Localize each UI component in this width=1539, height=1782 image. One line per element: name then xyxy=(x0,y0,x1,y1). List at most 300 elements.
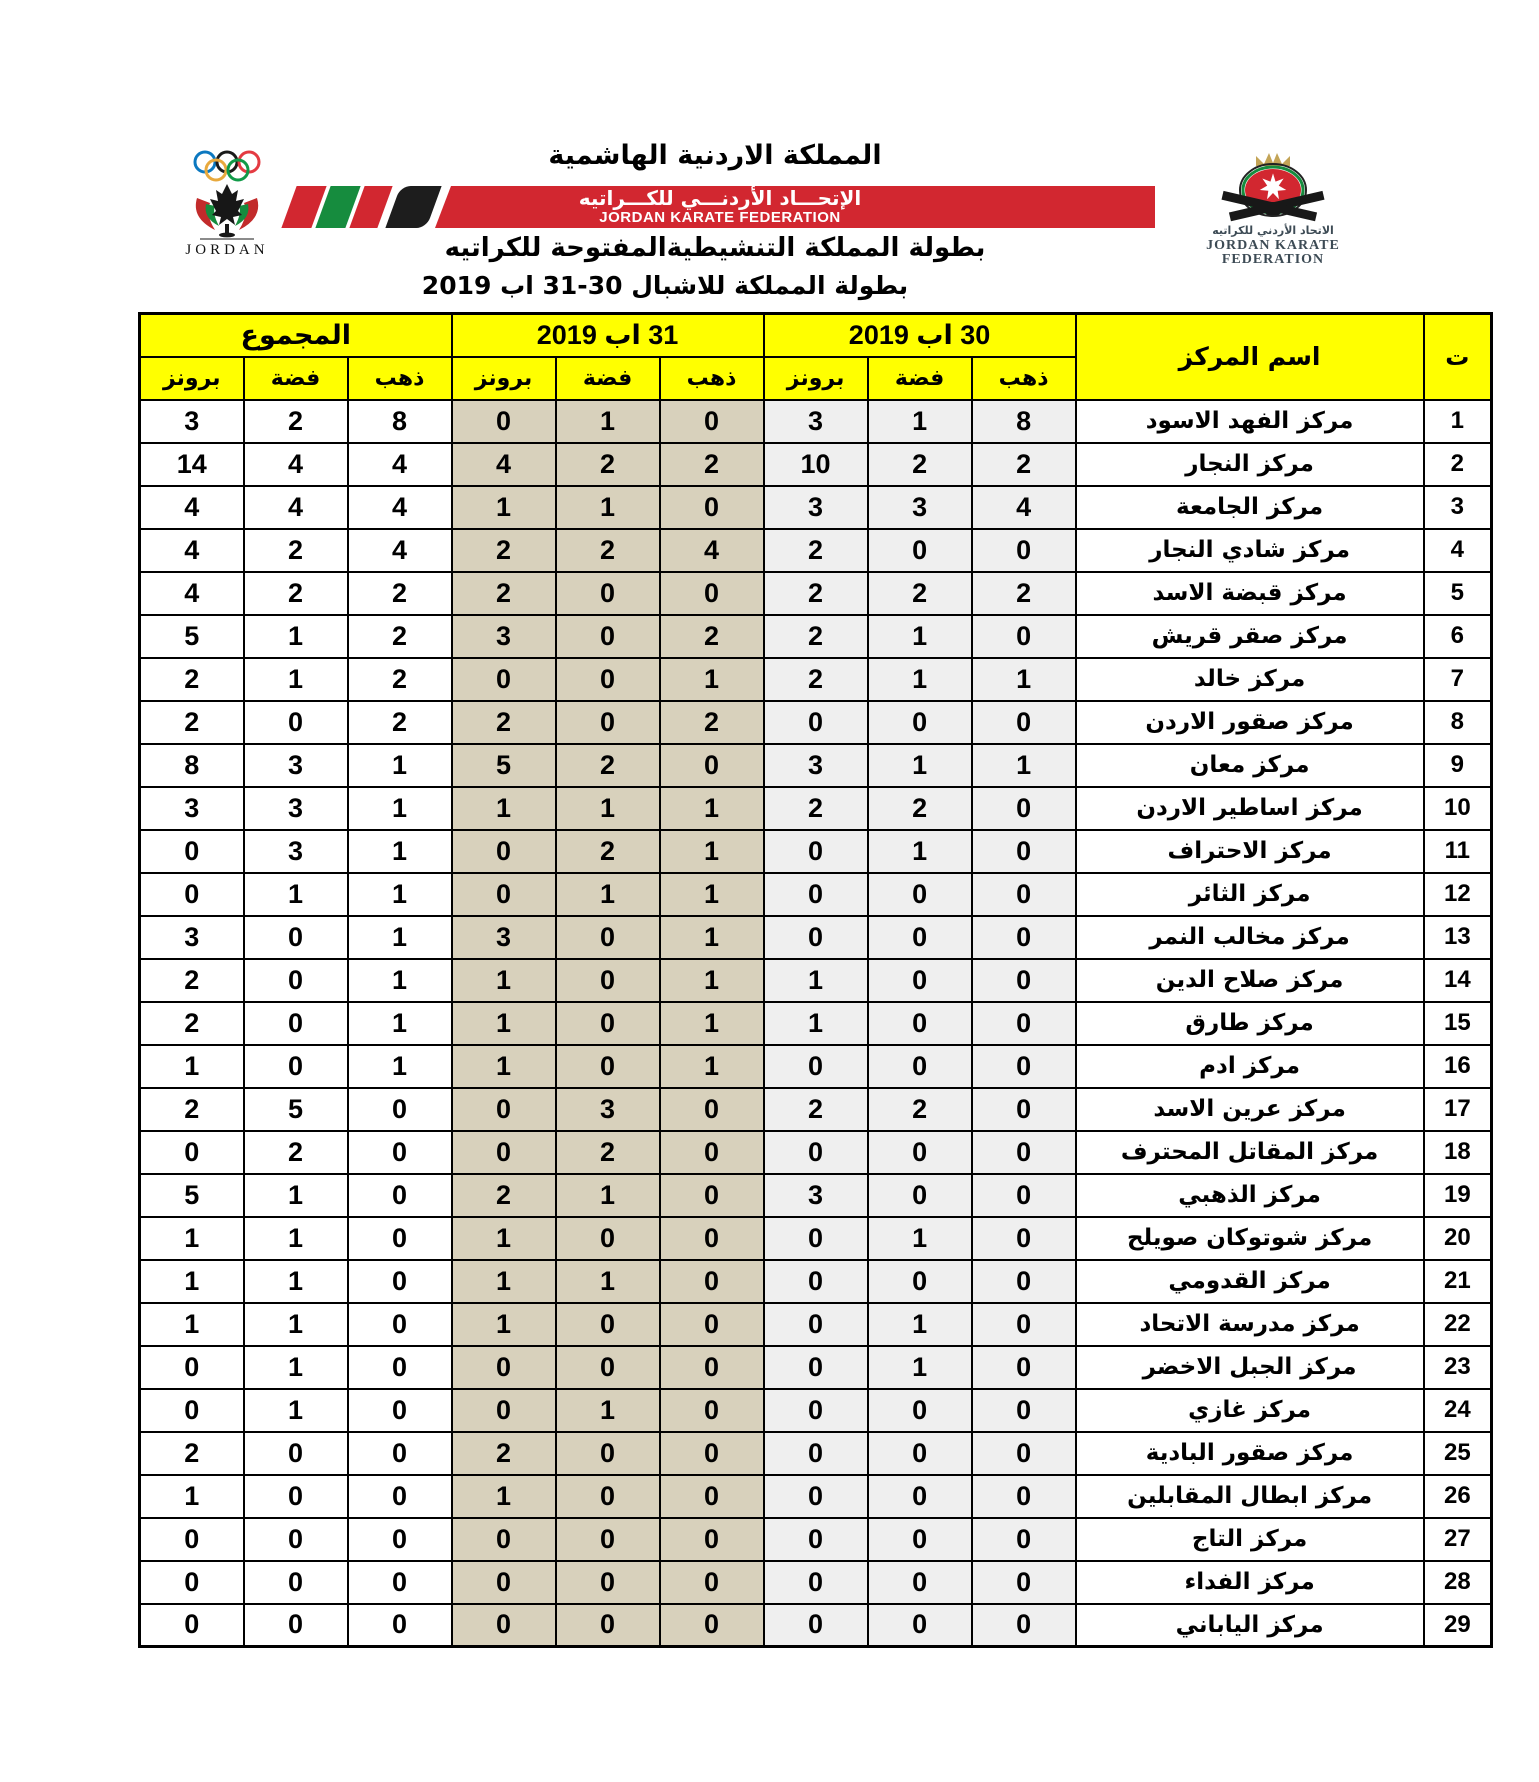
medal-count-cell: 0 xyxy=(140,873,244,916)
medal-count-cell: 10 xyxy=(764,443,868,486)
table-row xyxy=(140,1389,1492,1432)
rank-cell: 24 xyxy=(1424,1389,1492,1432)
medal-count-cell: 1 xyxy=(868,1303,972,1346)
table-row xyxy=(140,1475,1492,1518)
medal-count-cell: 0 xyxy=(972,1518,1076,1561)
medal-count-cell: 1 xyxy=(868,830,972,873)
table-row xyxy=(140,1561,1492,1604)
medal-count-cell: 2 xyxy=(140,959,244,1002)
medal-count-cell: 3 xyxy=(140,916,244,959)
rank-cell: 27 xyxy=(1424,1518,1492,1561)
rank-cell: 11 xyxy=(1424,830,1492,873)
medal-count-cell: 1 xyxy=(660,830,764,873)
center-name-cell: مركز شادي النجار xyxy=(1076,529,1424,572)
medal-count-cell: 0 xyxy=(764,873,868,916)
medal-count-cell: 2 xyxy=(452,701,556,744)
medal-count-cell: 5 xyxy=(140,1174,244,1217)
medal-count-cell: 0 xyxy=(868,1131,972,1174)
medal-count-cell: 0 xyxy=(556,1475,660,1518)
center-name-cell: مركز مخالب النمر xyxy=(1076,916,1424,959)
medal-count-cell: 1 xyxy=(348,744,452,787)
medal-count-cell: 8 xyxy=(140,744,244,787)
medal-count-cell: 1 xyxy=(868,1346,972,1389)
medal-count-cell: 1 xyxy=(244,1303,348,1346)
medal-count-cell: 1 xyxy=(452,486,556,529)
medal-count-cell: 3 xyxy=(764,486,868,529)
medal-count-cell: 5 xyxy=(140,615,244,658)
medal-count-cell: 4 xyxy=(972,486,1076,529)
medal-count-cell: 0 xyxy=(764,1432,868,1475)
medal-count-cell: 0 xyxy=(868,1260,972,1303)
medal-count-cell: 0 xyxy=(972,916,1076,959)
medal-count-cell: 14 xyxy=(140,443,244,486)
center-name-cell: مركز ابطال المقابلين xyxy=(1076,1475,1424,1518)
federation-name-arabic: الإتحـــاد الأردنـــي للكـــراتيه xyxy=(578,186,862,210)
medal-count-cell: 0 xyxy=(140,1131,244,1174)
medal-header: فضة xyxy=(868,357,972,400)
medal-count-cell: 0 xyxy=(452,1518,556,1561)
medal-count-cell: 0 xyxy=(452,1389,556,1432)
rank-cell: 4 xyxy=(1424,529,1492,572)
medal-count-cell: 0 xyxy=(556,916,660,959)
medal-count-cell: 2 xyxy=(348,658,452,701)
medal-count-cell: 0 xyxy=(452,400,556,443)
medal-count-cell: 0 xyxy=(244,1475,348,1518)
medal-count-cell: 0 xyxy=(348,1389,452,1432)
medal-count-cell: 0 xyxy=(556,959,660,1002)
medal-count-cell: 1 xyxy=(452,1303,556,1346)
medal-count-cell: 1 xyxy=(348,916,452,959)
medal-count-cell: 0 xyxy=(660,1389,764,1432)
medal-count-cell: 1 xyxy=(556,1260,660,1303)
medal-count-cell: 0 xyxy=(972,1217,1076,1260)
table-row xyxy=(140,400,1492,443)
medal-count-cell: 0 xyxy=(868,1475,972,1518)
medal-count-cell: 0 xyxy=(556,1045,660,1088)
medal-count-cell: 1 xyxy=(348,1002,452,1045)
rank-cell: 17 xyxy=(1424,1088,1492,1131)
rank-cell: 3 xyxy=(1424,486,1492,529)
center-name-cell: مركز معان xyxy=(1076,744,1424,787)
table-row xyxy=(140,443,1492,486)
kingdom-title: المملكة الاردنية الهاشمية xyxy=(548,140,882,171)
medal-count-cell: 0 xyxy=(140,830,244,873)
medal-count-cell: 0 xyxy=(868,1561,972,1604)
medal-count-cell: 3 xyxy=(868,486,972,529)
medal-count-cell: 2 xyxy=(140,658,244,701)
medal-count-cell: 1 xyxy=(556,873,660,916)
federation-banner xyxy=(285,186,1155,228)
medal-count-cell: 3 xyxy=(140,400,244,443)
table-row xyxy=(140,572,1492,615)
medal-count-cell: 1 xyxy=(660,658,764,701)
medal-count-cell: 1 xyxy=(348,1045,452,1088)
medal-count-cell: 1 xyxy=(244,1174,348,1217)
medal-count-cell: 0 xyxy=(868,701,972,744)
medal-count-cell: 1 xyxy=(348,873,452,916)
medal-count-cell: 0 xyxy=(972,1432,1076,1475)
medal-count-cell: 0 xyxy=(140,1389,244,1432)
medal-count-cell: 2 xyxy=(348,572,452,615)
karate-logo-text-line2: FEDERATION xyxy=(1221,252,1325,267)
medal-header: برونز xyxy=(452,357,556,400)
medal-count-cell: 2 xyxy=(764,615,868,658)
medal-count-cell: 0 xyxy=(660,572,764,615)
medal-count-cell: 0 xyxy=(660,1088,764,1131)
medal-count-cell: 0 xyxy=(972,529,1076,572)
rank-cell: 8 xyxy=(1424,701,1492,744)
medal-count-cell: 0 xyxy=(972,873,1076,916)
medal-count-cell: 2 xyxy=(660,615,764,658)
medal-count-cell: 2 xyxy=(244,1131,348,1174)
rank-cell: 23 xyxy=(1424,1346,1492,1389)
medal-count-cell: 3 xyxy=(140,787,244,830)
center-name-cell: مركز الفهد الاسود xyxy=(1076,400,1424,443)
center-name-cell: مركز الثائر xyxy=(1076,873,1424,916)
medal-count-cell: 0 xyxy=(868,1518,972,1561)
medal-count-cell: 2 xyxy=(452,529,556,572)
center-name-cell: مركز القدومي xyxy=(1076,1260,1424,1303)
medal-count-cell: 1 xyxy=(140,1475,244,1518)
medal-count-cell: 0 xyxy=(764,1604,868,1647)
medal-count-cell: 4 xyxy=(348,486,452,529)
table-row xyxy=(140,658,1492,701)
medal-count-cell: 0 xyxy=(452,830,556,873)
medal-count-cell: 0 xyxy=(868,1045,972,1088)
table-row xyxy=(140,830,1492,873)
medal-count-cell: 1 xyxy=(244,1389,348,1432)
table-row xyxy=(140,1303,1492,1346)
medal-count-cell: 1 xyxy=(660,873,764,916)
medal-count-cell: 0 xyxy=(764,1303,868,1346)
medal-count-cell: 1 xyxy=(868,658,972,701)
group-header-2: المجموع xyxy=(140,314,452,357)
medal-count-cell: 0 xyxy=(660,1432,764,1475)
medal-count-cell: 1 xyxy=(244,1346,348,1389)
medal-count-cell: 1 xyxy=(348,787,452,830)
medal-count-cell: 0 xyxy=(244,1045,348,1088)
center-name-cell: مركز الاحتراف xyxy=(1076,830,1424,873)
table-row xyxy=(140,1604,1492,1647)
olympic-rings-icon xyxy=(195,152,259,180)
medal-count-cell: 5 xyxy=(452,744,556,787)
center-name-cell: مركز المقاتل المحترف xyxy=(1076,1131,1424,1174)
rank-cell: 10 xyxy=(1424,787,1492,830)
medal-count-cell: 2 xyxy=(764,1088,868,1131)
medal-count-cell: 1 xyxy=(868,400,972,443)
medal-count-cell: 0 xyxy=(452,1561,556,1604)
rank-header: ت xyxy=(1424,314,1492,400)
medal-count-cell: 3 xyxy=(452,615,556,658)
medal-count-cell: 3 xyxy=(556,1088,660,1131)
medal-count-cell: 0 xyxy=(244,1002,348,1045)
medal-count-cell: 0 xyxy=(556,701,660,744)
rank-cell: 7 xyxy=(1424,658,1492,701)
medal-count-cell: 2 xyxy=(348,615,452,658)
medal-count-cell: 1 xyxy=(244,658,348,701)
medal-count-cell: 3 xyxy=(244,787,348,830)
medal-count-cell: 0 xyxy=(972,1045,1076,1088)
rank-cell: 20 xyxy=(1424,1217,1492,1260)
jordan-logo-caption: JORDAN xyxy=(185,242,269,258)
medal-count-cell: 0 xyxy=(764,916,868,959)
rank-cell: 1 xyxy=(1424,400,1492,443)
medal-count-cell: 0 xyxy=(972,1561,1076,1604)
medal-header: برونز xyxy=(764,357,868,400)
medal-count-cell: 2 xyxy=(764,658,868,701)
medal-count-cell: 0 xyxy=(348,1346,452,1389)
championship-title: بطولة المملكة التنشيطيةالمفتوحة للكراتيه xyxy=(444,233,986,263)
rank-cell: 28 xyxy=(1424,1561,1492,1604)
medal-count-cell: 0 xyxy=(556,1217,660,1260)
table-row xyxy=(140,1002,1492,1045)
medal-count-cell: 8 xyxy=(972,400,1076,443)
medal-count-cell: 0 xyxy=(764,1346,868,1389)
medal-count-cell: 0 xyxy=(660,1217,764,1260)
medal-count-cell: 0 xyxy=(348,1174,452,1217)
jordan-emblem-icon xyxy=(196,184,258,239)
center-name-cell: مركز مدرسة الاتحاد xyxy=(1076,1303,1424,1346)
medal-count-cell: 0 xyxy=(660,486,764,529)
medal-count-cell: 1 xyxy=(556,1174,660,1217)
medal-count-cell: 0 xyxy=(660,1475,764,1518)
group-header-row xyxy=(140,314,1492,357)
center-name-cell: مركز عرين الاسد xyxy=(1076,1088,1424,1131)
medal-count-cell: 0 xyxy=(244,1604,348,1647)
table-row xyxy=(140,701,1492,744)
medal-count-cell: 0 xyxy=(556,572,660,615)
table-row xyxy=(140,1174,1492,1217)
medal-count-cell: 0 xyxy=(556,1346,660,1389)
medal-count-cell: 0 xyxy=(660,1260,764,1303)
medal-header: ذهب xyxy=(972,357,1076,400)
rank-cell: 26 xyxy=(1424,1475,1492,1518)
rank-cell: 15 xyxy=(1424,1002,1492,1045)
center-name-cell: مركز اساطير الاردن xyxy=(1076,787,1424,830)
medal-count-cell: 1 xyxy=(348,959,452,1002)
name-header: اسم المركز xyxy=(1076,314,1424,400)
medal-header: ذهب xyxy=(348,357,452,400)
medal-count-cell: 0 xyxy=(452,1131,556,1174)
table-row xyxy=(140,916,1492,959)
medal-count-cell: 0 xyxy=(868,1432,972,1475)
medal-header: فضة xyxy=(556,357,660,400)
medal-count-cell: 0 xyxy=(244,1432,348,1475)
medal-count-cell: 0 xyxy=(764,1045,868,1088)
medal-count-cell: 0 xyxy=(660,1604,764,1647)
table-row xyxy=(140,1518,1492,1561)
medal-count-cell: 0 xyxy=(868,1002,972,1045)
medal-count-cell: 0 xyxy=(868,916,972,959)
medal-count-cell: 1 xyxy=(348,830,452,873)
medal-count-cell: 2 xyxy=(244,572,348,615)
table-row xyxy=(140,787,1492,830)
medal-count-cell: 4 xyxy=(140,572,244,615)
medal-count-cell: 0 xyxy=(140,1604,244,1647)
event-title: بطولة المملكة للاشبال 30-31 اب 2019 xyxy=(421,271,909,300)
group-header-1: 31 اب 2019 xyxy=(452,314,764,357)
medal-count-cell: 2 xyxy=(764,787,868,830)
medal-count-cell: 0 xyxy=(452,1346,556,1389)
medal-count-cell: 0 xyxy=(348,1432,452,1475)
table-row xyxy=(140,1045,1492,1088)
medal-count-cell: 0 xyxy=(972,1389,1076,1432)
medal-count-cell: 1 xyxy=(556,1389,660,1432)
group-header-0: 30 اب 2019 xyxy=(764,314,1076,357)
center-name-cell: مركز النجار xyxy=(1076,443,1424,486)
medal-count-cell: 0 xyxy=(764,1217,868,1260)
medal-count-cell: 0 xyxy=(348,1088,452,1131)
medal-count-cell: 0 xyxy=(972,1346,1076,1389)
medal-count-cell: 0 xyxy=(140,1561,244,1604)
medal-count-cell: 1 xyxy=(244,615,348,658)
center-name-cell: مركز التاج xyxy=(1076,1518,1424,1561)
center-name-cell: مركز الجامعة xyxy=(1076,486,1424,529)
medal-count-cell: 1 xyxy=(764,959,868,1002)
medal-count-cell: 3 xyxy=(452,916,556,959)
medal-count-cell: 2 xyxy=(140,1088,244,1131)
medal-count-cell: 0 xyxy=(868,1604,972,1647)
table-row xyxy=(140,486,1492,529)
medal-count-cell: 0 xyxy=(868,529,972,572)
medal-count-cell: 0 xyxy=(764,1518,868,1561)
medal-count-cell: 0 xyxy=(972,1088,1076,1131)
medal-count-cell: 1 xyxy=(140,1217,244,1260)
medal-count-cell: 1 xyxy=(660,916,764,959)
medal-count-cell: 2 xyxy=(764,572,868,615)
medal-count-cell: 0 xyxy=(972,1604,1076,1647)
medal-count-cell: 0 xyxy=(556,615,660,658)
medal-count-cell: 0 xyxy=(452,873,556,916)
medal-count-cell: 1 xyxy=(868,744,972,787)
medal-count-cell: 0 xyxy=(348,1131,452,1174)
medal-count-cell: 0 xyxy=(972,1475,1076,1518)
medal-count-cell: 0 xyxy=(764,1475,868,1518)
medal-count-cell: 0 xyxy=(348,1475,452,1518)
medal-count-cell: 3 xyxy=(764,400,868,443)
medal-count-cell: 1 xyxy=(452,1475,556,1518)
medal-count-cell: 2 xyxy=(660,701,764,744)
medal-count-cell: 2 xyxy=(140,1432,244,1475)
medal-header: برونز xyxy=(140,357,244,400)
rank-cell: 2 xyxy=(1424,443,1492,486)
medal-count-cell: 2 xyxy=(868,443,972,486)
rank-cell: 16 xyxy=(1424,1045,1492,1088)
medal-count-cell: 1 xyxy=(452,1002,556,1045)
medal-count-cell: 0 xyxy=(244,959,348,1002)
medal-count-cell: 1 xyxy=(764,1002,868,1045)
medal-count-cell: 0 xyxy=(660,1518,764,1561)
table-row xyxy=(140,1346,1492,1389)
medal-count-cell: 0 xyxy=(972,701,1076,744)
medal-count-cell: 3 xyxy=(764,744,868,787)
table-row xyxy=(140,1217,1492,1260)
medal-count-cell: 0 xyxy=(556,1303,660,1346)
table-row xyxy=(140,1088,1492,1131)
medal-count-cell: 2 xyxy=(972,572,1076,615)
medal-count-cell: 1 xyxy=(660,787,764,830)
medal-count-cell: 2 xyxy=(556,830,660,873)
center-name-cell: مركز ادم xyxy=(1076,1045,1424,1088)
table-row xyxy=(140,529,1492,572)
medal-count-cell: 2 xyxy=(452,1432,556,1475)
medal-count-cell: 2 xyxy=(556,529,660,572)
medal-count-cell: 0 xyxy=(972,1002,1076,1045)
medal-count-cell: 1 xyxy=(660,959,764,1002)
medal-count-cell: 1 xyxy=(660,1002,764,1045)
karate-logo-text-line1: JORDAN KARATE xyxy=(1206,238,1340,253)
medal-count-cell: 2 xyxy=(556,443,660,486)
medal-count-cell: 1 xyxy=(868,615,972,658)
medal-count-cell: 1 xyxy=(972,658,1076,701)
medal-count-cell: 1 xyxy=(244,1217,348,1260)
medal-count-cell: 2 xyxy=(452,572,556,615)
medal-count-cell: 1 xyxy=(244,1260,348,1303)
medal-count-cell: 4 xyxy=(140,486,244,529)
medal-count-cell: 1 xyxy=(140,1260,244,1303)
medal-count-cell: 3 xyxy=(764,1174,868,1217)
medal-count-cell: 0 xyxy=(660,744,764,787)
medal-header: فضة xyxy=(244,357,348,400)
medal-count-cell: 0 xyxy=(556,1432,660,1475)
table-row xyxy=(140,959,1492,1002)
medal-count-cell: 1 xyxy=(140,1045,244,1088)
table-row xyxy=(140,1260,1492,1303)
medal-count-cell: 0 xyxy=(452,1604,556,1647)
center-name-cell: مركز الذهبي xyxy=(1076,1174,1424,1217)
medal-count-cell: 0 xyxy=(972,1260,1076,1303)
center-name-cell: مركز غازي xyxy=(1076,1389,1424,1432)
medal-count-cell: 0 xyxy=(972,959,1076,1002)
medal-count-cell: 4 xyxy=(660,529,764,572)
medal-count-cell: 0 xyxy=(972,787,1076,830)
center-name-cell: مركز شوتوكان صويلح xyxy=(1076,1217,1424,1260)
center-name-cell: مركز صقور الاردن xyxy=(1076,701,1424,744)
medal-count-cell: 0 xyxy=(660,1303,764,1346)
medal-count-cell: 0 xyxy=(972,1303,1076,1346)
medal-count-cell: 2 xyxy=(868,572,972,615)
center-name-cell: مركز طارق xyxy=(1076,1002,1424,1045)
medal-count-cell: 4 xyxy=(244,486,348,529)
medal-count-cell: 0 xyxy=(660,1561,764,1604)
banner-text xyxy=(285,186,1155,228)
medal-count-cell: 0 xyxy=(244,701,348,744)
center-name-cell: مركز خالد xyxy=(1076,658,1424,701)
medal-count-cell: 3 xyxy=(244,744,348,787)
medal-count-cell: 2 xyxy=(868,1088,972,1131)
table-row xyxy=(140,615,1492,658)
center-name-cell: مركز الجبل الاخضر xyxy=(1076,1346,1424,1389)
rank-cell: 14 xyxy=(1424,959,1492,1002)
medal-count-cell: 2 xyxy=(244,529,348,572)
rank-cell: 6 xyxy=(1424,615,1492,658)
center-name-cell: مركز صقور البادية xyxy=(1076,1432,1424,1475)
medal-count-cell: 0 xyxy=(452,658,556,701)
table-row xyxy=(140,744,1492,787)
medal-count-cell: 1 xyxy=(452,959,556,1002)
center-name-cell: مركز صلاح الدين xyxy=(1076,959,1424,1002)
medal-count-cell: 0 xyxy=(868,1389,972,1432)
medal-count-cell: 0 xyxy=(972,830,1076,873)
medal-count-cell: 0 xyxy=(764,1260,868,1303)
medal-count-cell: 0 xyxy=(660,1174,764,1217)
medal-count-cell: 0 xyxy=(972,1174,1076,1217)
medal-count-cell: 1 xyxy=(140,1303,244,1346)
medal-count-cell: 0 xyxy=(348,1604,452,1647)
medal-count-cell: 0 xyxy=(348,1217,452,1260)
medal-count-cell: 0 xyxy=(556,1561,660,1604)
medal-count-cell: 4 xyxy=(452,443,556,486)
